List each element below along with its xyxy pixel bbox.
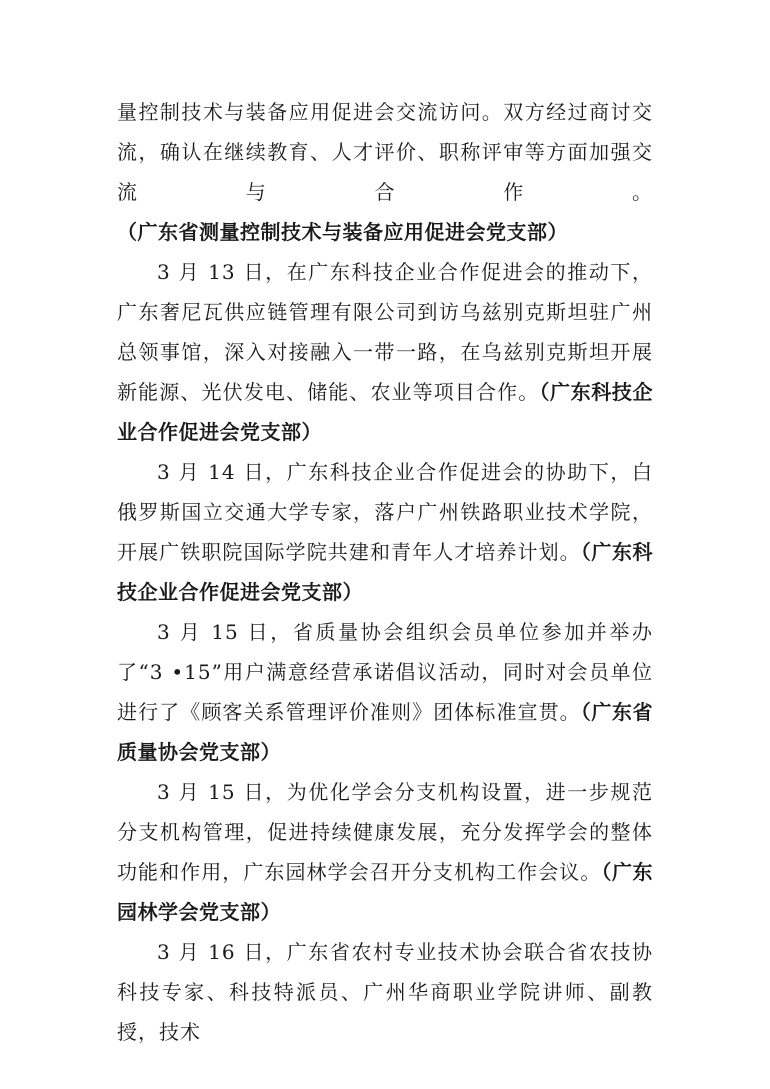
paragraph-source: （广东园林学会党支部） <box>117 860 654 924</box>
paragraph-text: 3 月 13 日，在广东科技企业合作促进会的推动下，广东奢尼瓦供应链管理有限公司到访乌兹别克斯坦驻广州总领事馆，深入对接融入一带一路，在乌兹别克斯坦开展新能源、光伏发电、储能、农业等项目合作。 <box>117 260 653 404</box>
paragraph-text: 3 月 15 日，为优化学会分支机构设置，进一步规范分支机构管理，促进持续健康发展，充分发挥学会的整体功能和作用，广东园林学会召开分支机构工作会议。 <box>117 780 653 884</box>
paragraph-2 <box>117 252 653 452</box>
paragraph-5 <box>117 772 653 932</box>
paragraph-text: 3 月 14 日，广东科技企业合作促进会的协助下，白俄罗斯国立交通大学专家，落户广州铁路职业技术学院，开展广铁职院国际学院共建和青年人才培养计划。 <box>117 460 653 564</box>
paragraph-source: （广东省质量协会党支部） <box>117 700 654 764</box>
paragraph-source: （广东科技企业合作促进会党支部） <box>117 380 654 444</box>
paragraph-text: 3 月 15 日，省质量协会组织会员单位参加并举办了“3 •15”用户满意经营承诺倡议活动，同时对会员单位进行了《顾客关系管理评价准则》团体标准宣贯。 <box>117 620 653 724</box>
paragraph-3 <box>117 452 653 612</box>
paragraph-6 <box>117 932 653 1052</box>
paragraph-source: （广东科技企业合作促进会党支部） <box>117 540 654 604</box>
paragraph-1 <box>117 92 653 252</box>
paragraph-4 <box>117 612 653 772</box>
document-body <box>117 92 653 1052</box>
paragraph-text: 量控制技术与装备应用促进会交流访问。双方经过商讨交流，确认在继续教育、人才评价、职称评审等方面加强交流与合作。 <box>117 100 653 204</box>
paragraph-source: （广东省测量控制技术与装备应用促进会党支部） <box>117 220 568 244</box>
paragraph-text: 3 月 16 日，广东省农村专业技术协会联合省农技协科技专家、科技特派员、广州华商职业学院讲师、副教授，技术 <box>117 940 653 1044</box>
